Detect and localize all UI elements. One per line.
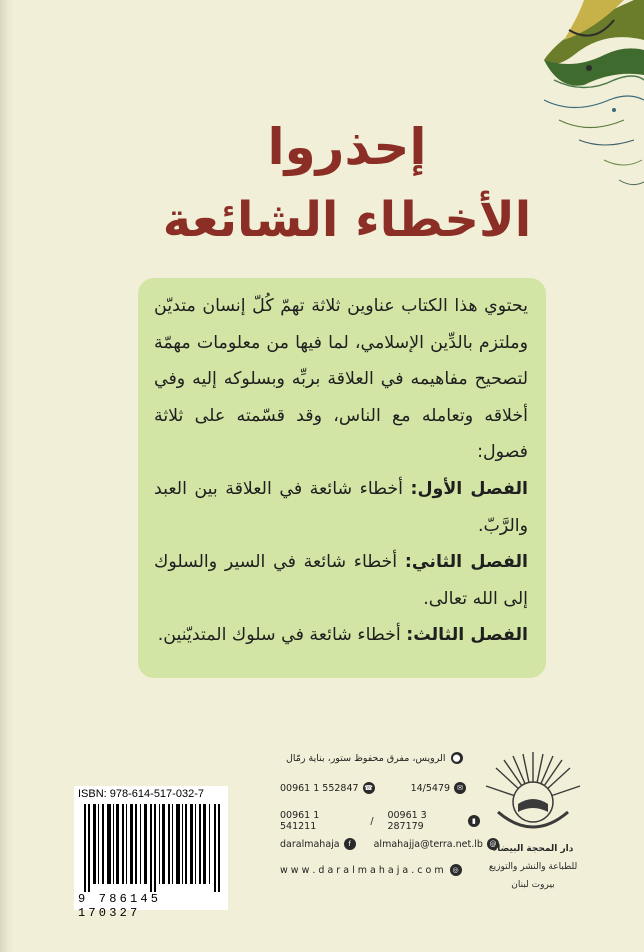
description-intro: يحتوي هذا الكتاب عناوين ثلاثة تهمّ كُلّ إنسان متديّن وملتزم بالدِّين الإسلامي، لما فيها من معلومات مهمّة لتصحيح مفاهيمه في العلاقة بربِّه وبسلوكه إليه وفي أخلاقه وتعامله مع الناس، وقد قسّمته على ثلاثة فصول: bbox=[154, 296, 528, 463]
chapter-1 bbox=[154, 471, 528, 544]
mailbox-icon: ✉ bbox=[454, 782, 466, 794]
sunburst-logo-icon bbox=[478, 742, 588, 852]
description-box bbox=[138, 278, 546, 678]
phone-number-2: 00961 1 541211 bbox=[280, 810, 320, 832]
phone-number-1: 00961 3 287179 bbox=[387, 810, 427, 832]
chapter-1-text: أخطاء شائعة في العلاقة بين العبد والرَّبّ. bbox=[154, 478, 528, 536]
mobile-icon: ▮ bbox=[468, 815, 480, 827]
spine-edge bbox=[0, 0, 14, 952]
isbn-barcode bbox=[74, 786, 228, 920]
publisher-address: الرويس، مفرق محفوظ ستور، بناية رمّال bbox=[286, 752, 446, 764]
location-pin-icon: ⬤ bbox=[451, 752, 463, 764]
barcode-bars bbox=[84, 804, 222, 892]
email-icon: @ bbox=[487, 838, 499, 850]
isbn-digits: 9 786145 170327 bbox=[78, 892, 162, 920]
chapter-2-heading: الفصل الثاني: bbox=[404, 552, 528, 573]
phone-separator: / bbox=[370, 815, 374, 827]
chapter-3-text: أخطاء شائعة في سلوك المتديّنين. bbox=[157, 625, 407, 646]
facebook-handle: daralmahaja bbox=[280, 838, 340, 850]
logo-subtitle: للطباعة والنشر والتوزيع bbox=[488, 862, 578, 872]
chapter-3 bbox=[154, 617, 528, 654]
website-url: w w w . d a r a l m a h a j a . c o m bbox=[280, 864, 444, 876]
chapter-1-heading: الفصل الأول: bbox=[410, 478, 528, 499]
title-line-1: إحذروا bbox=[267, 118, 427, 176]
email-address: almahajja@terra.net.lb bbox=[373, 838, 483, 850]
isbn-label: ISBN: 978-614-517-032-7 bbox=[78, 788, 204, 800]
chapter-2 bbox=[154, 544, 528, 617]
title-line-2: الأخطاء الشائعة bbox=[162, 192, 532, 248]
fax-icon: ☎ bbox=[364, 784, 373, 792]
fax-number: 00961 1 552847 bbox=[280, 782, 359, 794]
pobox-number: 14/5479 bbox=[410, 782, 451, 794]
logo-city: بيروت لبنان bbox=[511, 880, 555, 890]
globe-icon: ◎ bbox=[450, 864, 462, 876]
logo-name: دار المحجة البيضاء bbox=[492, 844, 574, 854]
chapter-3-heading: الفصل الثالث: bbox=[406, 625, 528, 646]
facebook-icon: f bbox=[344, 838, 356, 850]
publisher-logo bbox=[478, 742, 588, 902]
chapter-2-text: أخطاء شائعة في السير والسلوك إلى الله تعالى. bbox=[154, 552, 528, 609]
